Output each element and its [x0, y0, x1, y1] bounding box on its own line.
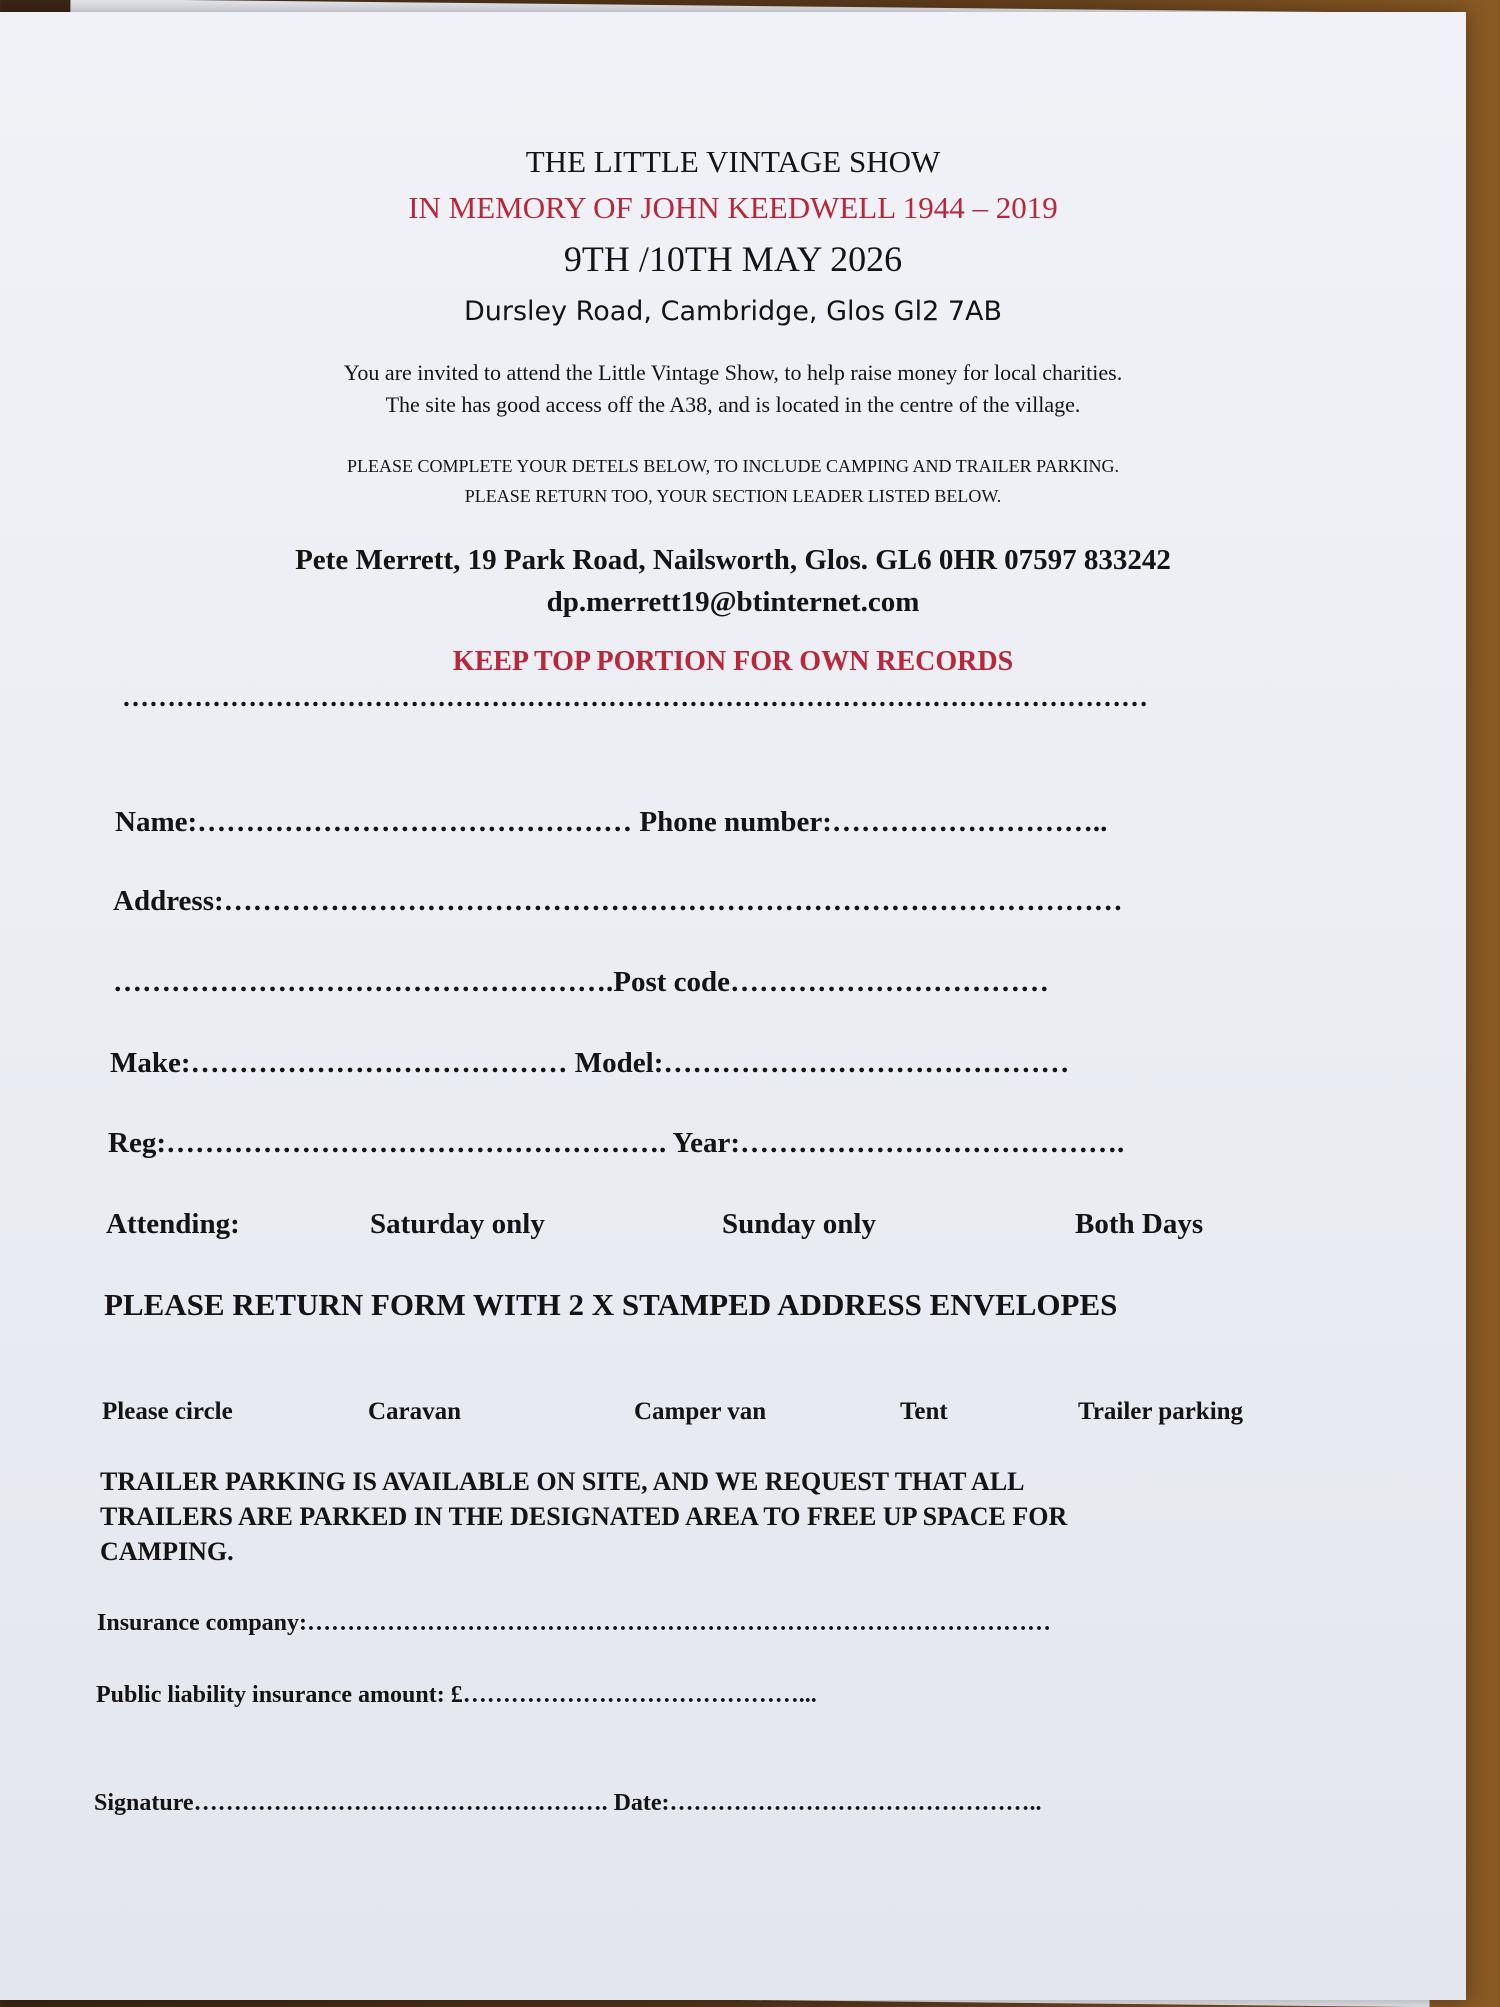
liability-amount-field[interactable]: Public liability insurance amount: £……………………………………... — [96, 1682, 817, 1708]
option-tent[interactable]: Tent — [900, 1398, 948, 1425]
attending-label: Attending: — [106, 1208, 240, 1240]
complete-notice: PLEASE COMPLETE YOUR DETELS BELOW, TO INCLUDE CAMPING AND TRAILER PARKING. — [346, 456, 1120, 476]
cut-line: …………………………………………………………………………………………………… — [122, 682, 1148, 712]
reg-year-field[interactable]: Reg:……………………………………………. Year:…………………………………. — [108, 1127, 1125, 1159]
signature-date-field[interactable]: Signature……………………………………………. Date:……………………………………….. — [94, 1790, 1042, 1816]
make-model-field[interactable]: Make:………………………………… Model:…………………………………… — [110, 1047, 1070, 1079]
address-field[interactable]: Address:………………………………………………………………………………… — [113, 885, 1123, 917]
intro-line-1: You are invited to attend the Little Vintage Show, to help raise money for local charities. — [343, 360, 1123, 385]
attending-both-days[interactable]: Both Days — [1075, 1208, 1204, 1240]
show-title: THE LITTLE VINTAGE SHOW — [525, 144, 941, 179]
section-leader-email: dp.merrett19@btinternet.com — [546, 586, 920, 618]
attending-sunday[interactable]: Sunday only — [722, 1208, 876, 1240]
name-phone-field[interactable]: Name:……………………………………… Phone number:……………………….. — [115, 806, 1108, 838]
attending-saturday[interactable]: Saturday only — [370, 1208, 545, 1240]
show-dates: 9TH /10TH MAY 2026 — [563, 239, 903, 279]
trailer-notice-line-2: TRAILERS ARE PARKED IN THE DESIGNATED AREA TO FREE UP SPACE FOR — [100, 1502, 1068, 1531]
please-circle-label: Please circle — [102, 1398, 233, 1425]
trailer-notice-line-1: TRAILER PARKING IS AVAILABLE ON SITE, AND WE REQUEST THAT ALL — [100, 1467, 1025, 1496]
trailer-notice-line-3: CAMPING. — [100, 1537, 234, 1566]
return-envelopes-notice: PLEASE RETURN FORM WITH 2 X STAMPED ADDRESS ENVELOPES — [104, 1287, 1118, 1322]
option-caravan[interactable]: Caravan — [368, 1398, 462, 1425]
keep-top-notice: KEEP TOP PORTION FOR OWN RECORDS — [452, 646, 1014, 677]
section-leader-contact: Pete Merrett, 19 Park Road, Nailsworth, Glos. GL6 0HR 07597 833242 — [295, 544, 1171, 576]
memorial-line: IN MEMORY OF JOHN KEEDWELL 1944 – 2019 — [408, 190, 1058, 225]
intro-line-2: The site has good access off the A38, and is located in the centre of the village. — [385, 392, 1081, 417]
option-trailer-parking[interactable]: Trailer parking — [1078, 1398, 1244, 1425]
return-to-notice: PLEASE RETURN TOO, YOUR SECTION LEADER LISTED BELOW. — [464, 486, 1002, 506]
form-sheet — [0, 12, 1466, 2000]
insurance-company-field[interactable]: Insurance company:………………………………………………………………………………… — [97, 1610, 1052, 1636]
postcode-field[interactable]: …………………………………………….Post code…………………………… — [113, 966, 1050, 998]
venue-address: Dursley Road, Cambridge, Glos Gl2 7AB — [463, 296, 1003, 327]
option-camper-van[interactable]: Camper van — [634, 1398, 767, 1425]
